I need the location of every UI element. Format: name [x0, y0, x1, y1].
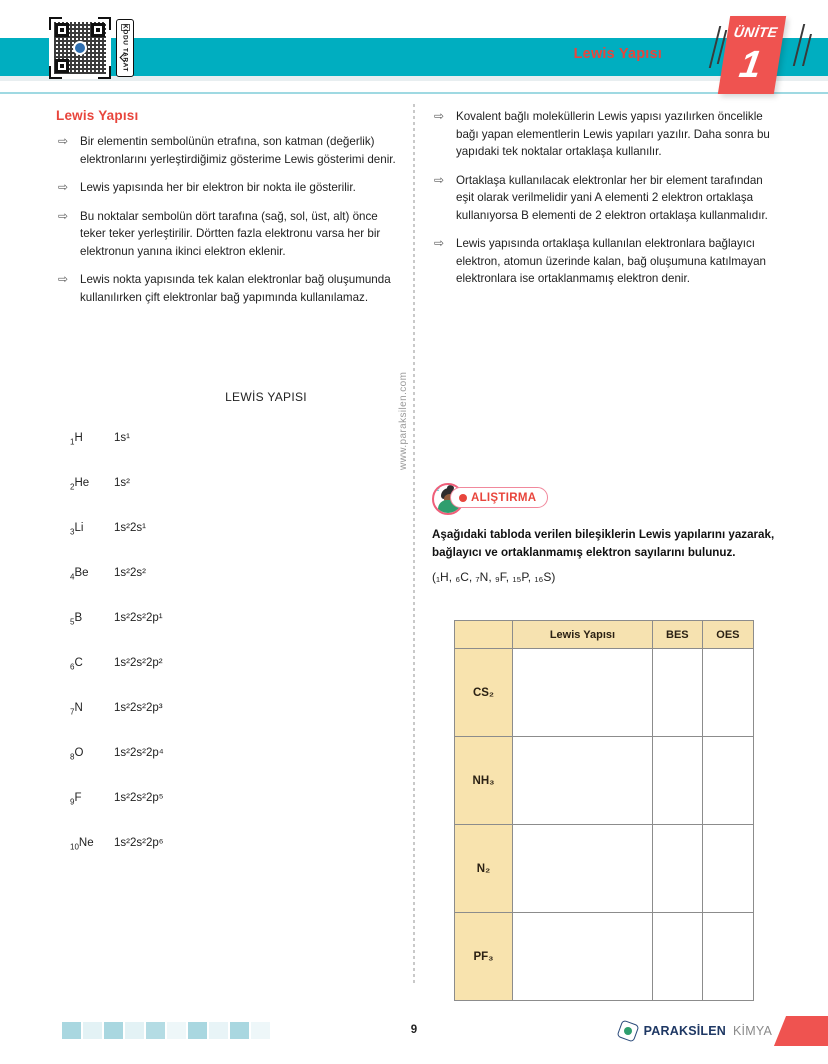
qr-center-logo-icon: [73, 41, 87, 55]
arrow-icon: ⇨: [434, 109, 445, 123]
table-cell-lewis[interactable]: [513, 737, 653, 825]
config-row: [56, 432, 406, 477]
exercise-table: [454, 620, 754, 1001]
table-cell-oes[interactable]: [702, 649, 753, 737]
header-thin-rule: [0, 92, 828, 94]
element-symbol: $_6$C: [70, 657, 83, 672]
site-watermark: www.paraksilen.com: [398, 371, 409, 470]
element-configuration: 1s²2s²: [114, 567, 146, 579]
element-configuration: 1s²2s²2p³: [114, 702, 163, 714]
list-item: [56, 133, 404, 168]
page-number: 9: [410, 1024, 418, 1036]
config-row: [56, 657, 406, 702]
element-symbol: $_3$Li: [70, 522, 84, 537]
exercise-badge: [450, 487, 548, 508]
arrow-icon: ⇨: [58, 272, 69, 286]
paraksilen-logo-icon: [619, 1022, 637, 1040]
element-configuration: 1s²: [114, 477, 130, 489]
element-symbol: $_{10}$Ne: [70, 837, 94, 852]
table-cell-lewis[interactable]: [513, 825, 653, 913]
table-cell-oes[interactable]: [702, 825, 753, 913]
exercise-badge-row: [432, 483, 777, 517]
element-symbol: $_9$F: [70, 792, 82, 807]
qr-scan-label-box: [116, 19, 134, 77]
page-header: [0, 0, 828, 96]
table-head: [455, 621, 754, 649]
arrow-icon: ⇨: [58, 208, 69, 223]
table-row: [455, 913, 754, 1001]
table-cell-bes[interactable]: [652, 825, 702, 913]
config-row: [56, 747, 406, 792]
brand-logo: [619, 1022, 772, 1040]
list-item: [56, 271, 404, 306]
config-row: [56, 612, 406, 657]
exercise-badge-label: ALIŞTIRMA: [471, 491, 537, 504]
table-row: [455, 649, 754, 737]
qr-scan-label: KODU TARAT: [121, 23, 129, 73]
table-header-row: [455, 621, 754, 649]
element-symbol: $_4$Be: [70, 567, 89, 582]
table-row-compound: N₂: [455, 825, 513, 913]
qr-bracket-tl: [49, 17, 62, 30]
list-item: [56, 208, 404, 261]
table-row-compound: CS₂: [455, 649, 513, 737]
element-configuration: 1s¹: [114, 432, 130, 444]
table-cell-bes[interactable]: [652, 737, 702, 825]
brand-name-secondary: KİMYA: [733, 1024, 772, 1038]
table-cell-bes[interactable]: [652, 649, 702, 737]
element-configuration: 1s²2s²2p⁶: [114, 837, 164, 849]
table-row-compound: PF₃: [455, 913, 513, 1001]
question-mark-icon: ?: [436, 486, 441, 493]
element-configuration: 1s²2s²2p¹: [114, 612, 163, 624]
table-header-oes: OES: [702, 621, 753, 649]
list-item: [432, 172, 777, 225]
list-item-text: Bir elementin sembolünün etrafına, son katman (değerlik) elektronlarını yerleştirdiğimiz gösterime Lewis gösterimi denir.: [80, 135, 396, 166]
qr-bracket-bl: [49, 66, 62, 79]
bullet-dot-icon: [459, 494, 467, 502]
arrow-icon: ⇨: [58, 134, 69, 148]
left-bullet-list: [56, 133, 404, 306]
page-title: Lewis Yapısı: [573, 46, 662, 62]
element-configuration: 1s²2s²2p²: [114, 657, 163, 669]
list-item: [432, 235, 777, 288]
list-item-text: Lewis yapısında ortaklaşa kullanılan elektronlara bağlayıcı elektron, atomun üzerinde kalan, bağ oluşumuna katılmayan elektronlara ise ortaklanmamış elektron denir.: [456, 237, 766, 285]
table-header-corner: [455, 621, 513, 649]
config-row-list: [56, 432, 406, 882]
config-row: [56, 702, 406, 747]
element-configuration: 1s²2s²2p⁴: [114, 747, 164, 759]
qr-code-icon[interactable]: [49, 17, 111, 79]
table-cell-lewis[interactable]: [513, 649, 653, 737]
list-item-text: Lewis yapısında her bir elektron bir nokta ile gösterilir.: [80, 181, 356, 194]
list-item: [432, 108, 777, 161]
arrow-icon: ⇨: [434, 172, 445, 187]
exercise-instruction: Aşağıdaki tabloda verilen bileşiklerin Lewis yapılarını yazarak, bağlayıcı ve ortaklanmamış elektron sayılarını bulunuz.: [432, 528, 775, 559]
element-symbol: $_7$N: [70, 702, 83, 717]
table-row: [455, 825, 754, 913]
table-cell-oes[interactable]: [702, 913, 753, 1001]
brand-name-primary: PARAKSİLEN: [643, 1024, 727, 1038]
unit-badge: [718, 16, 786, 94]
section-title: Lewis Yapısı: [56, 108, 139, 123]
qr-bracket-br: [98, 66, 111, 79]
table-header-lewis: Lewis Yapısı: [513, 621, 653, 649]
column-divider: [413, 104, 415, 984]
config-row: [56, 522, 406, 567]
config-row: [56, 477, 406, 522]
table-cell-bes[interactable]: [652, 913, 702, 1001]
config-row: [56, 837, 406, 882]
element-configuration: 1s²2s¹: [114, 522, 146, 534]
list-item: [56, 179, 404, 197]
config-row: [56, 792, 406, 837]
right-bullet-list: [432, 108, 777, 288]
list-item-text: Bu noktalar sembolün dört tarafına (sağ, sol, üst, alt) önce teker teker yerleştirilir. Dörtten fazla elektronu varsa her bir elektronun yanına ikinci elektron eklenir.: [80, 209, 381, 258]
table-row-compound: NH₃: [455, 737, 513, 825]
left-column: [56, 108, 404, 317]
list-item-text: Lewis nokta yapısında tek kalan elektronlar bağ oluşumunda kullanılırken çift elektronlar bağ yapımında kullanılamaz.: [80, 273, 391, 304]
page-footer: [0, 1008, 828, 1064]
qr-bracket-tr: [98, 17, 111, 30]
electron-configuration-block: [56, 390, 406, 882]
logo-inner-dot: [624, 1027, 632, 1035]
exercise-elements-line: (₁H, ₆C, ₇N, ₉F, ₁₅P, ₁₆S): [432, 570, 556, 584]
table-cell-oes[interactable]: [702, 737, 753, 825]
unit-label: ÜNİTE: [732, 24, 779, 40]
footer-red-tab: [774, 1016, 828, 1046]
config-row: [56, 567, 406, 612]
config-heading: LEWİS YAPISI: [225, 390, 307, 404]
table-cell-lewis[interactable]: [513, 913, 653, 1001]
table-row: [455, 737, 754, 825]
unit-number: 1: [736, 44, 765, 86]
element-symbol: $_2$He: [70, 477, 90, 492]
arrow-icon: ⇨: [58, 180, 69, 194]
right-column: [432, 108, 777, 299]
element-configuration: 1s²2s²2p⁵: [114, 792, 164, 804]
element-symbol: $_8$O: [70, 747, 84, 762]
element-symbol: $_5$B: [70, 612, 83, 627]
element-symbol: $_1$H: [70, 432, 83, 447]
arrow-icon: ⇨: [434, 236, 445, 250]
table-body: [455, 649, 754, 1001]
list-item-text: Kovalent bağlı moleküllerin Lewis yapısı yazılırken öncelikle bağı yapan elementlerin Lewis yapıları yazılır. Daha sonra bu yapıdaki tek noktalar ortaklaşa kullanılır.: [456, 110, 770, 158]
table-header-bes: BES: [652, 621, 702, 649]
exercise-block: [432, 483, 777, 584]
list-item-text: Ortaklaşa kullanılacak elektronlar her bir element tarafından eşit olarak verilmelidir yani A elementi 2 elektron ortaklaşa kullanıyorsa B elementi de 2 elektron ortaklaşa kullanmalıdır.: [456, 173, 768, 222]
